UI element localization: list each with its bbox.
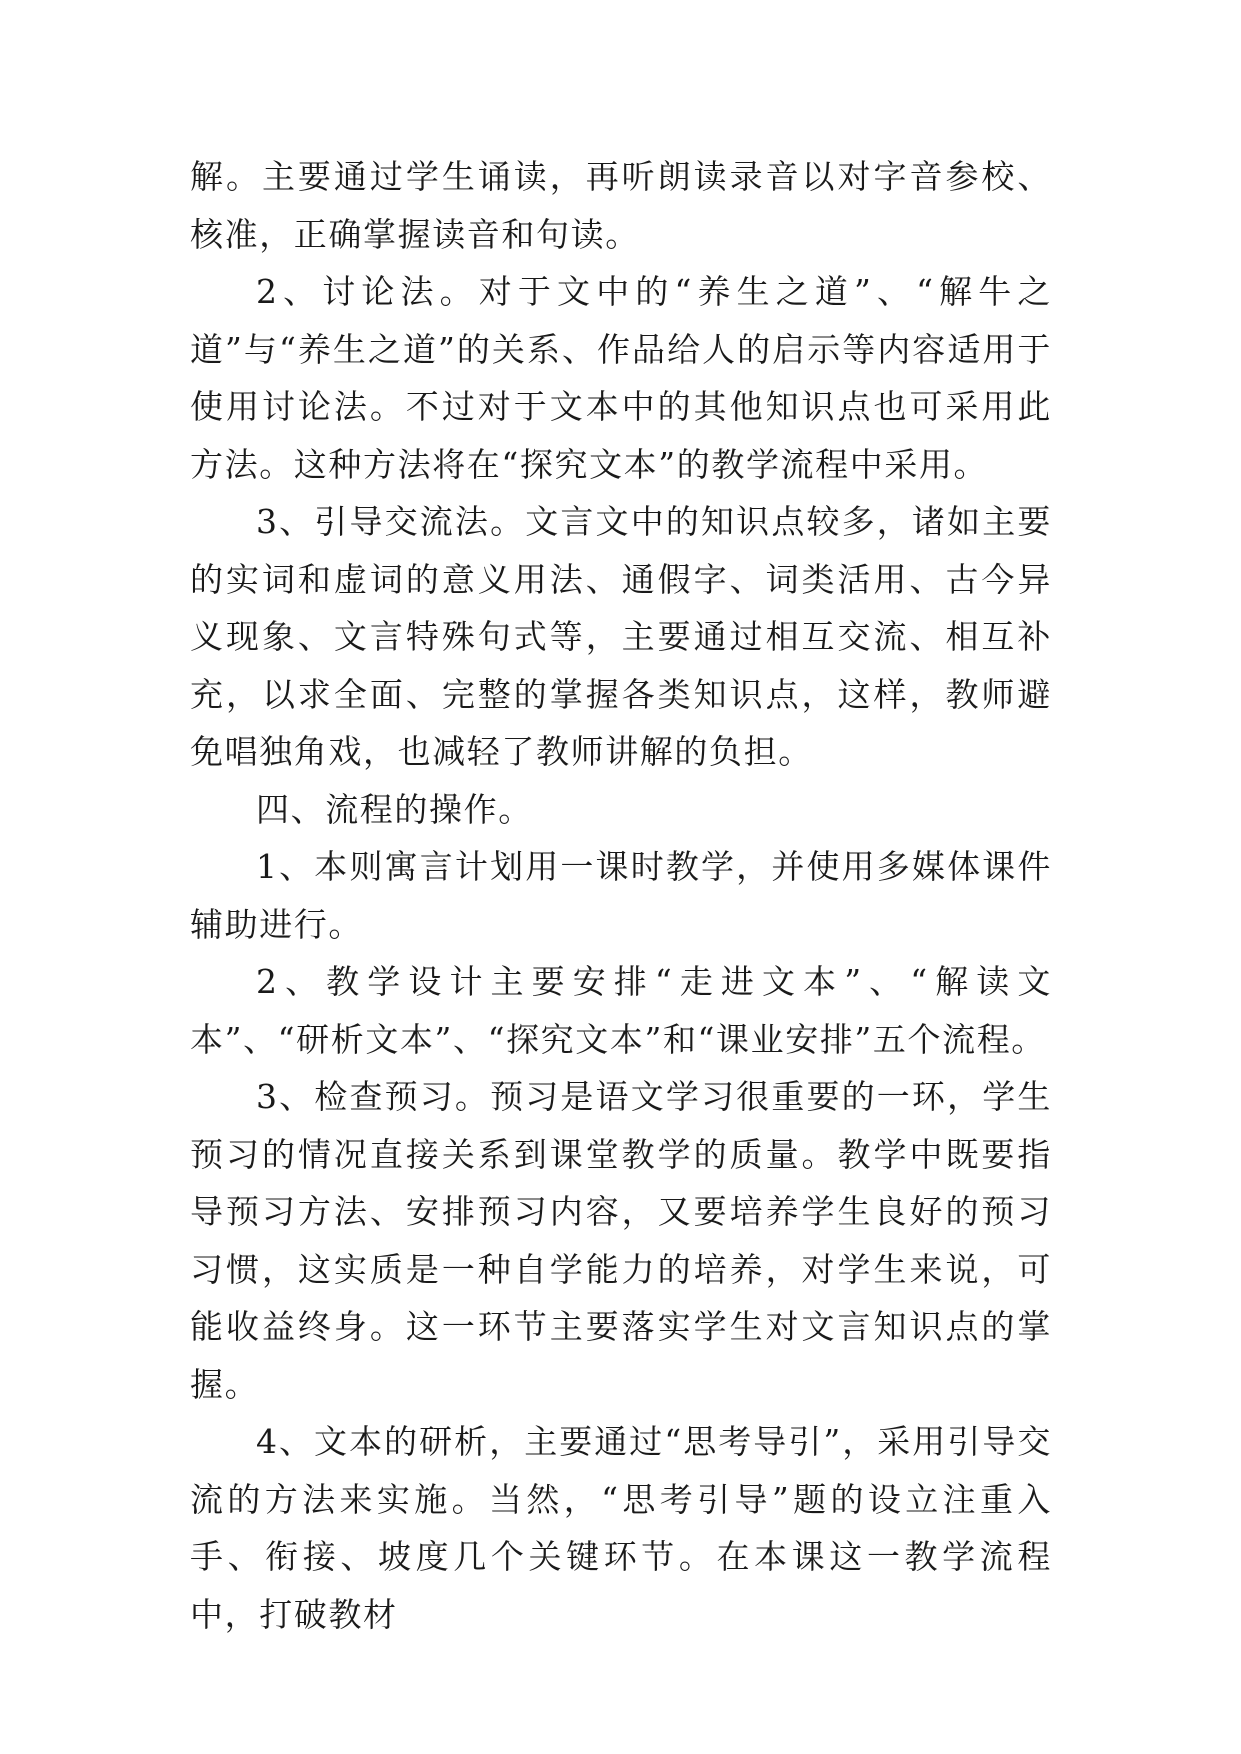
paragraph-check-preview: 3、检查预习。预习是语文学习很重要的一环，学生预习的情况直接关系到课堂教学的质量。教学中既要指导预习方法、安排预习内容，又要培养学生良好的预习习惯，这实质是一种自学能力的培养，对学生来说，可能收益终身。这一环节主要落实学生对文言知识点的掌握。 [190, 1077, 1052, 1404]
paragraph-continuation: 解。主要通过学生诵读，再听朗读录音以对字音参校、核准，正确掌握读音和句读。 [190, 157, 1052, 254]
body-text [190, 148, 1052, 1643]
paragraph-lesson-plan: 1、本则寓言计划用一课时教学，并使用多媒体课件辅助进行。 [190, 847, 1052, 944]
paragraph-guided-exchange-method: 3、引导交流法。文言文中的知识点较多，诸如主要的实词和虚词的意义用法、通假字、词类活用、古今异义现象、文言特殊句式等，主要通过相互交流、相互补充，以求全面、完整的掌握各类知识点，这样，教师避免唱独角戏，也减轻了教师讲解的负担。 [190, 502, 1052, 771]
section-heading-process-operation: 四、流程的操作。 [256, 789, 533, 829]
paragraph-teaching-design: 2、教学设计主要安排“走进文本”、“解读文本”、“研析文本”、“探究文本”和“课业安排”五个流程。 [190, 962, 1052, 1059]
paragraph-text-analysis: 4、文本的研析，主要通过“思考导引”，采用引导交流的方法来实施。当然，“思考引导”题的设立注重入手、衔接、坡度几个关键环节。在本课这一教学流程中，打破教材 [190, 1422, 1052, 1634]
paragraph-discussion-method: 2、讨论法。对于文中的“养生之道”、“解牛之道”与“养生之道”的关系、作品给人的启示等内容适用于使用讨论法。不过对于文本中的其他知识点也可采用此方法。这种方法将在“探究文本”的教学流程中采用。 [190, 272, 1052, 484]
